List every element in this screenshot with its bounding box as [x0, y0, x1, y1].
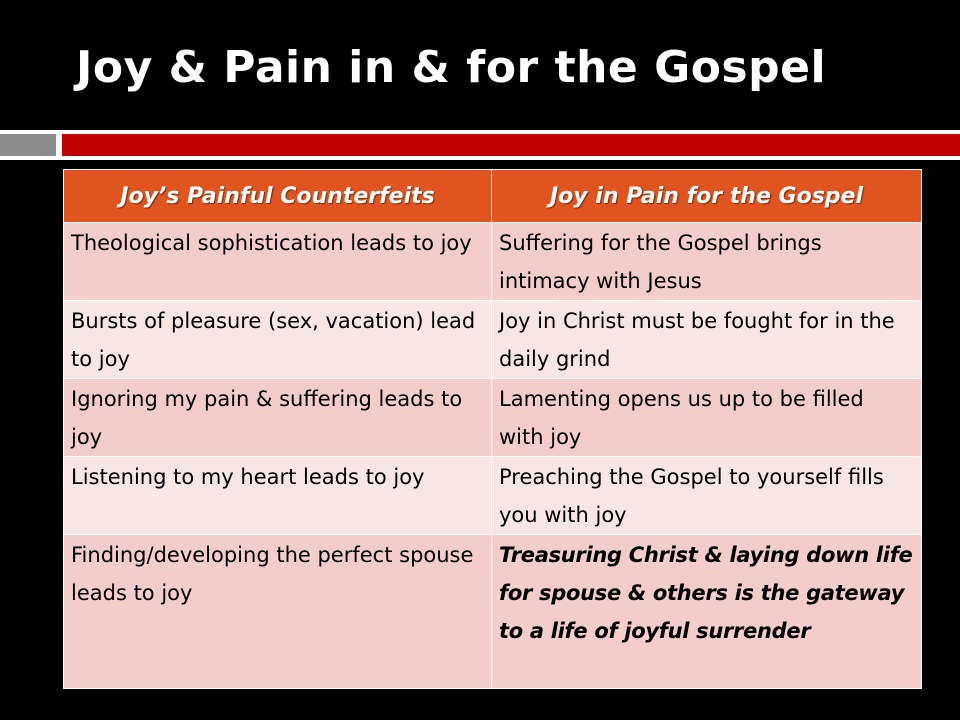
table-cell-counterfeit: Listening to my heart leads to joy — [64, 457, 492, 535]
table-cell-counterfeit: Finding/developing the perfect spouse leads to joy — [64, 535, 492, 689]
table-row — [64, 301, 922, 379]
table-cell-counterfeit: Theological sophistication leads to joy — [64, 223, 492, 301]
table-cell-gospel-joy: Preaching the Gospel to yourself fills you with joy — [492, 457, 922, 535]
table-row — [64, 223, 922, 301]
accent-bar-red-segment — [62, 134, 960, 156]
table-row — [64, 457, 922, 535]
table-cell-gospel-joy: Suffering for the Gospel brings intimacy with Jesus — [492, 223, 922, 301]
table-row — [64, 535, 922, 689]
header-counterfeits: Joy’s Painful Counterfeits — [64, 170, 492, 223]
table-cell-counterfeit: Bursts of pleasure (sex, vacation) lead to joy — [64, 301, 492, 379]
table-cell-gospel-joy: Joy in Christ must be fought for in the daily grind — [492, 301, 922, 379]
comparison-table — [63, 169, 922, 689]
header-joy-in-pain: Joy in Pain for the Gospel — [492, 170, 922, 223]
table-cell-gospel-joy: Lamenting opens us up to be filled with joy — [492, 379, 922, 457]
table-row — [64, 379, 922, 457]
accent-bar-gray-segment — [0, 134, 56, 156]
slide-title: Joy & Pain in & for the Gospel — [76, 42, 827, 93]
table-cell-counterfeit: Ignoring my pain & suffering leads to joy — [64, 379, 492, 457]
table-header-row — [64, 170, 922, 223]
comparison-table-container — [63, 169, 921, 689]
table-cell-gospel-joy-emphasized: Treasuring Christ & laying down life for spouse & others is the gateway to a life of joyful surrender — [492, 535, 922, 689]
